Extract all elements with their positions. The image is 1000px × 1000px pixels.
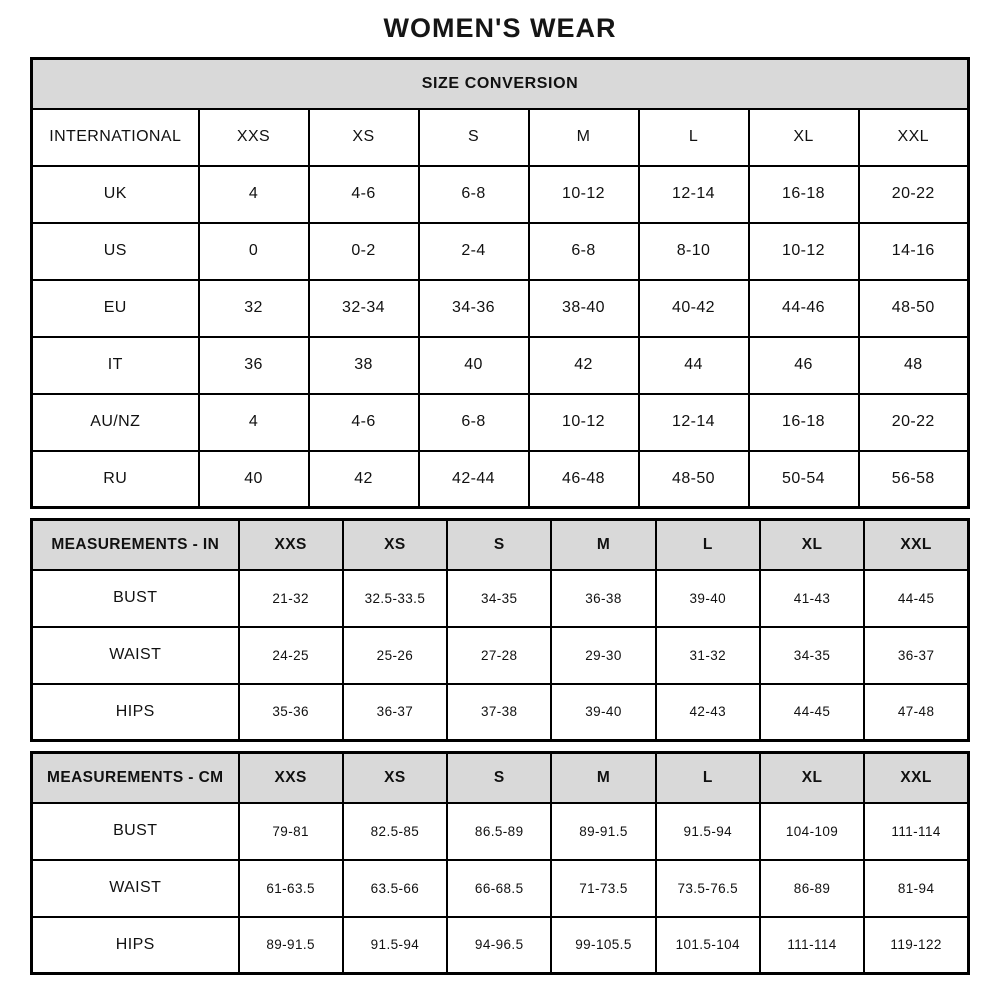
- value-cell: 50-54: [749, 451, 859, 508]
- measurements-in-size-header-xl: XL: [760, 520, 864, 570]
- row-label: WAIST: [32, 627, 239, 684]
- value-cell: 89-91.5: [551, 803, 655, 860]
- size-conversion-size-header-xl: XL: [749, 109, 859, 166]
- size-conversion-row-au-nz: [32, 394, 969, 451]
- measurements-cm-header-row: [32, 753, 969, 803]
- value-cell: 0: [199, 223, 309, 280]
- row-label: UK: [32, 166, 199, 223]
- size-conversion-band-title: SIZE CONVERSION: [32, 59, 969, 109]
- measurements-cm-table: [30, 751, 970, 975]
- size-conversion-row-us: [32, 223, 969, 280]
- value-cell: 42: [309, 451, 419, 508]
- value-cell: 46: [749, 337, 859, 394]
- value-cell: 8-10: [639, 223, 749, 280]
- measurements-in-size-header-s: S: [447, 520, 551, 570]
- value-cell: 104-109: [760, 803, 864, 860]
- measurements-in-header-row: [32, 520, 969, 570]
- size-conversion-label-header: INTERNATIONAL: [32, 109, 199, 166]
- value-cell: 20-22: [859, 166, 969, 223]
- value-cell: 34-35: [447, 570, 551, 627]
- value-cell: 61-63.5: [239, 860, 343, 917]
- size-conversion-size-header-xxl: XXL: [859, 109, 969, 166]
- value-cell: 44: [639, 337, 749, 394]
- page-title: WOMEN'S WEAR: [383, 13, 617, 43]
- value-cell: 73.5-76.5: [656, 860, 760, 917]
- measurements-cm-size-header-xxs: XXS: [239, 753, 343, 803]
- size-conversion-size-header-xxs: XXS: [199, 109, 309, 166]
- value-cell: 6-8: [529, 223, 639, 280]
- value-cell: 4: [199, 394, 309, 451]
- value-cell: 40: [199, 451, 309, 508]
- measurements-cm-size-header-m: M: [551, 753, 655, 803]
- value-cell: 36: [199, 337, 309, 394]
- value-cell: 48-50: [639, 451, 749, 508]
- value-cell: 35-36: [239, 684, 343, 741]
- value-cell: 36-37: [343, 684, 447, 741]
- value-cell: 71-73.5: [551, 860, 655, 917]
- value-cell: 111-114: [864, 803, 968, 860]
- value-cell: 36-38: [551, 570, 655, 627]
- row-label: RU: [32, 451, 199, 508]
- measurements-in-size-header-l: L: [656, 520, 760, 570]
- value-cell: 32.5-33.5: [343, 570, 447, 627]
- measurements-cm-size-header-xl: XL: [760, 753, 864, 803]
- value-cell: 4-6: [309, 166, 419, 223]
- size-conversion-size-header-m: M: [529, 109, 639, 166]
- measurements-in-size-header-xxs: XXS: [239, 520, 343, 570]
- value-cell: 39-40: [656, 570, 760, 627]
- row-label: AU/NZ: [32, 394, 199, 451]
- measurements-in-size-header-xs: XS: [343, 520, 447, 570]
- row-label: BUST: [32, 570, 239, 627]
- value-cell: 4-6: [309, 394, 419, 451]
- row-label: HIPS: [32, 917, 239, 974]
- value-cell: 99-105.5: [551, 917, 655, 974]
- size-conversion-row-ru: [32, 451, 969, 508]
- size-conversion-table: [30, 57, 970, 509]
- value-cell: 48: [859, 337, 969, 394]
- measurements-cm-size-header-l: L: [656, 753, 760, 803]
- measurements-in-row-waist: [32, 627, 969, 684]
- value-cell: 101.5-104: [656, 917, 760, 974]
- measurements-in-row-hips: [32, 684, 969, 741]
- measurements-in-size-header-xxl: XXL: [864, 520, 968, 570]
- value-cell: 31-32: [656, 627, 760, 684]
- value-cell: 37-38: [447, 684, 551, 741]
- size-conversion-row-it: [32, 337, 969, 394]
- measurements-cm-row-bust: [32, 803, 969, 860]
- value-cell: 91.5-94: [343, 917, 447, 974]
- size-conversion-size-header-l: L: [639, 109, 749, 166]
- measurements-cm-row-waist: [32, 860, 969, 917]
- value-cell: 21-32: [239, 570, 343, 627]
- value-cell: 56-58: [859, 451, 969, 508]
- row-label: EU: [32, 280, 199, 337]
- value-cell: 6-8: [419, 166, 529, 223]
- value-cell: 81-94: [864, 860, 968, 917]
- value-cell: 119-122: [864, 917, 968, 974]
- measurements-in-label-header: MEASUREMENTS - IN: [32, 520, 239, 570]
- row-label: WAIST: [32, 860, 239, 917]
- value-cell: 20-22: [859, 394, 969, 451]
- value-cell: 40: [419, 337, 529, 394]
- value-cell: 10-12: [529, 166, 639, 223]
- value-cell: 94-96.5: [447, 917, 551, 974]
- size-conversion-row-eu: [32, 280, 969, 337]
- value-cell: 29-30: [551, 627, 655, 684]
- measurements-in-table: [30, 518, 970, 742]
- row-label: BUST: [32, 803, 239, 860]
- value-cell: 38: [309, 337, 419, 394]
- value-cell: 16-18: [749, 394, 859, 451]
- value-cell: 44-45: [864, 570, 968, 627]
- value-cell: 46-48: [529, 451, 639, 508]
- value-cell: 36-37: [864, 627, 968, 684]
- size-conversion-size-header-xs: XS: [309, 109, 419, 166]
- value-cell: 39-40: [551, 684, 655, 741]
- value-cell: 41-43: [760, 570, 864, 627]
- value-cell: 12-14: [639, 166, 749, 223]
- value-cell: 44-45: [760, 684, 864, 741]
- row-label: US: [32, 223, 199, 280]
- row-label: HIPS: [32, 684, 239, 741]
- value-cell: 63.5-66: [343, 860, 447, 917]
- value-cell: 12-14: [639, 394, 749, 451]
- value-cell: 14-16: [859, 223, 969, 280]
- value-cell: 82.5-85: [343, 803, 447, 860]
- size-conversion-row-uk: [32, 166, 969, 223]
- value-cell: 6-8: [419, 394, 529, 451]
- value-cell: 25-26: [343, 627, 447, 684]
- value-cell: 32-34: [309, 280, 419, 337]
- value-cell: 89-91.5: [239, 917, 343, 974]
- measurements-in-size-header-m: M: [551, 520, 655, 570]
- value-cell: 10-12: [529, 394, 639, 451]
- value-cell: 86-89: [760, 860, 864, 917]
- value-cell: 47-48: [864, 684, 968, 741]
- measurements-in-row-bust: [32, 570, 969, 627]
- value-cell: 34-36: [419, 280, 529, 337]
- measurements-cm-size-header-xxl: XXL: [864, 753, 968, 803]
- value-cell: 91.5-94: [656, 803, 760, 860]
- value-cell: 79-81: [239, 803, 343, 860]
- value-cell: 42-44: [419, 451, 529, 508]
- value-cell: 66-68.5: [447, 860, 551, 917]
- size-conversion-band-row: [32, 59, 969, 109]
- value-cell: 86.5-89: [447, 803, 551, 860]
- value-cell: 24-25: [239, 627, 343, 684]
- value-cell: 10-12: [749, 223, 859, 280]
- value-cell: 16-18: [749, 166, 859, 223]
- value-cell: 34-35: [760, 627, 864, 684]
- value-cell: 2-4: [419, 223, 529, 280]
- measurements-cm-label-header: MEASUREMENTS - CM: [32, 753, 239, 803]
- value-cell: 40-42: [639, 280, 749, 337]
- value-cell: 32: [199, 280, 309, 337]
- value-cell: 4: [199, 166, 309, 223]
- measurements-cm-size-header-xs: XS: [343, 753, 447, 803]
- value-cell: 27-28: [447, 627, 551, 684]
- row-label: IT: [32, 337, 199, 394]
- value-cell: 42: [529, 337, 639, 394]
- value-cell: 38-40: [529, 280, 639, 337]
- size-conversion-header-row: [32, 109, 969, 166]
- value-cell: 44-46: [749, 280, 859, 337]
- measurements-cm-row-hips: [32, 917, 969, 974]
- size-conversion-size-header-s: S: [419, 109, 529, 166]
- measurements-cm-size-header-s: S: [447, 753, 551, 803]
- value-cell: 42-43: [656, 684, 760, 741]
- value-cell: 0-2: [309, 223, 419, 280]
- value-cell: 48-50: [859, 280, 969, 337]
- value-cell: 111-114: [760, 917, 864, 974]
